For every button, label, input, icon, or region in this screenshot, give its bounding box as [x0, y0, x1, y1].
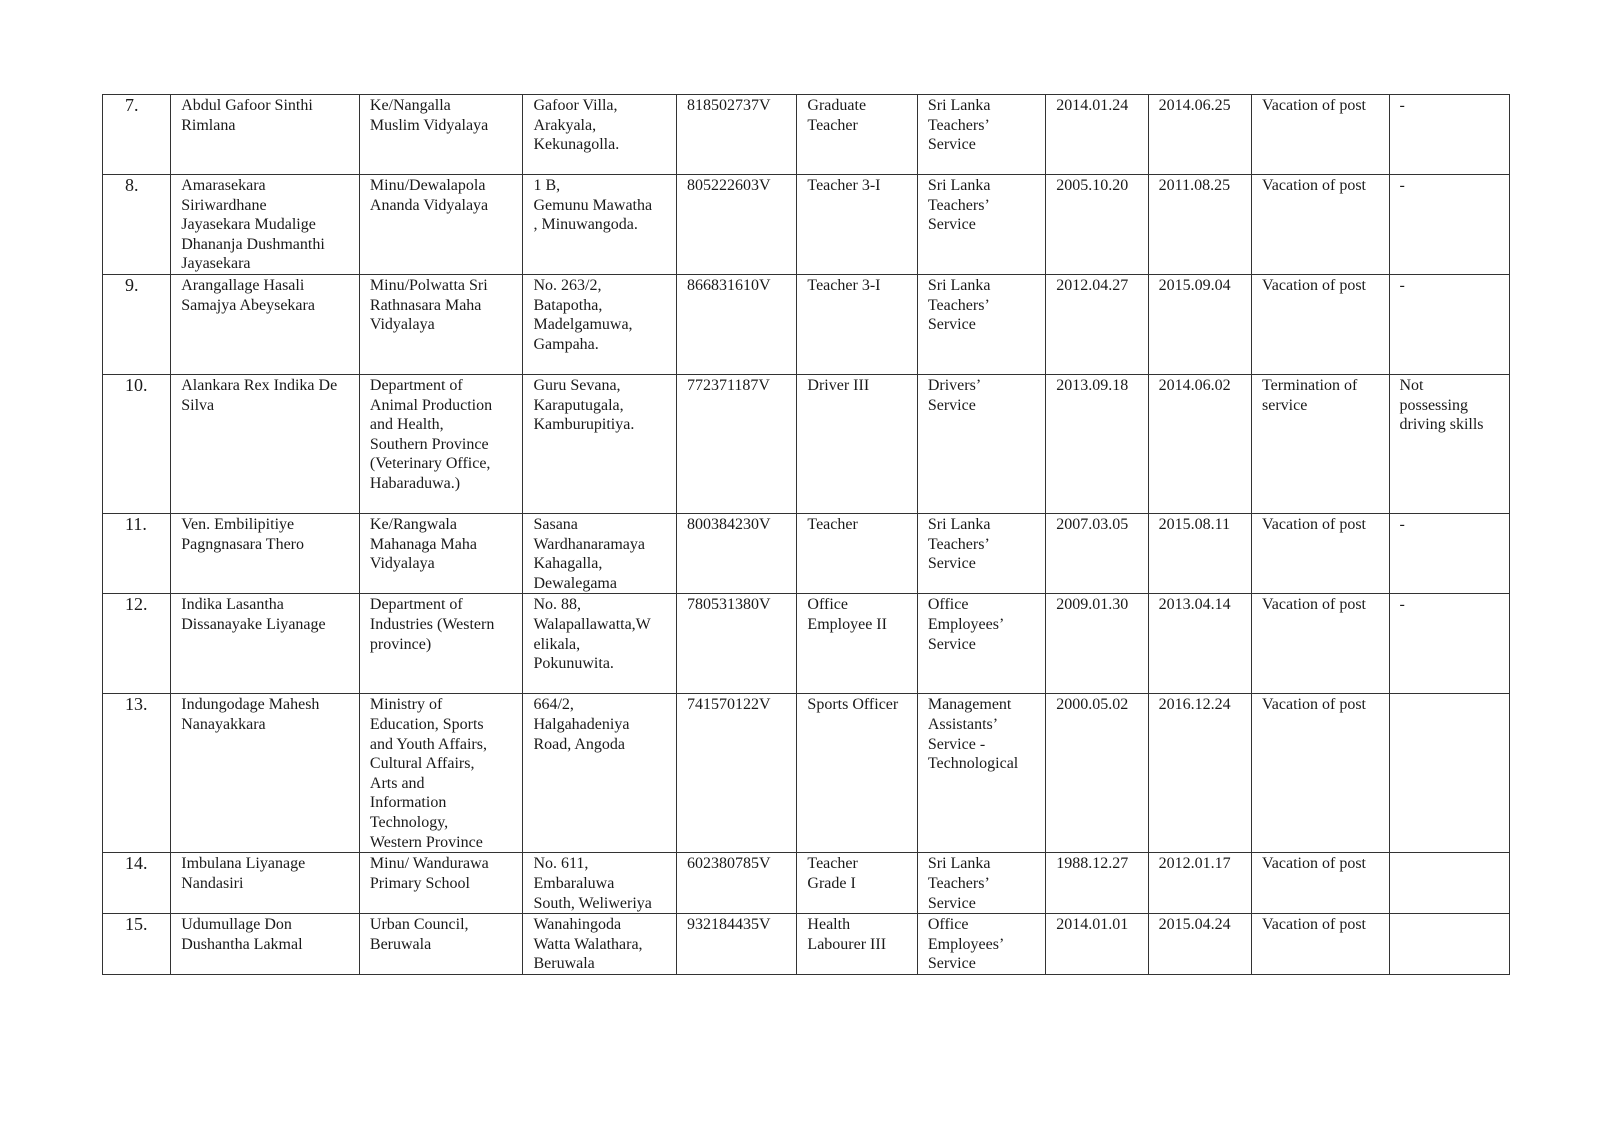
workplace: Minu/Dewalapola Ananda Vidyalaya — [359, 175, 523, 275]
date-appointed: 2007.03.05 — [1046, 514, 1148, 594]
action-taken: Vacation of post — [1252, 914, 1389, 975]
employee-name: Ven. Embilipitiye Pagngnasara Thero — [171, 514, 360, 594]
service: Sri Lanka Teachers’ Service — [917, 95, 1045, 175]
action-taken: Termination of service — [1252, 375, 1389, 514]
post: Sports Officer — [797, 694, 917, 853]
date-vacated: 2016.12.24 — [1148, 694, 1251, 853]
nic-number: 932184435V — [677, 914, 797, 975]
table-row — [103, 175, 1510, 275]
action-taken: Vacation of post — [1252, 95, 1389, 175]
address: No. 263/2, Batapotha, Madelgamuwa, Gampaha. — [523, 275, 677, 375]
nic-number: 772371187V — [677, 375, 797, 514]
address: Wanahingoda Watta Walathara, Beruwala — [523, 914, 677, 975]
nic-number: 866831610V — [677, 275, 797, 375]
service: Drivers’ Service — [917, 375, 1045, 514]
table-row — [103, 694, 1510, 853]
row-number: 7. — [103, 95, 171, 175]
nic-number: 805222603V — [677, 175, 797, 275]
post: Teacher 3-I — [797, 275, 917, 375]
address: 1 B, Gemunu Mawatha , Minuwangoda. — [523, 175, 677, 275]
date-appointed: 2009.01.30 — [1046, 594, 1148, 694]
post: Driver III — [797, 375, 917, 514]
date-vacated: 2011.08.25 — [1148, 175, 1251, 275]
action-taken: Vacation of post — [1252, 514, 1389, 594]
service: Sri Lanka Teachers’ Service — [917, 275, 1045, 375]
workplace: Department of Industries (Western province) — [359, 594, 523, 694]
row-number: 9. — [103, 275, 171, 375]
remarks: - — [1389, 275, 1510, 375]
date-appointed: 2005.10.20 — [1046, 175, 1148, 275]
action-taken: Vacation of post — [1252, 594, 1389, 694]
nic-number: 741570122V — [677, 694, 797, 853]
remarks — [1389, 914, 1510, 975]
address: Sasana Wardhanaramaya Kahagalla, Dewalegama — [523, 514, 677, 594]
employee-name: Indungodage Mahesh Nanayakkara — [171, 694, 360, 853]
row-number: 12. — [103, 594, 171, 694]
date-vacated: 2015.09.04 — [1148, 275, 1251, 375]
employee-name: Arangallage Hasali Samajya Abeysekara — [171, 275, 360, 375]
date-vacated: 2014.06.02 — [1148, 375, 1251, 514]
workplace: Ke/Rangwala Mahanaga Maha Vidyalaya — [359, 514, 523, 594]
post: Office Employee II — [797, 594, 917, 694]
employee-name: Abdul Gafoor Sinthi Rimlana — [171, 95, 360, 175]
table-row — [103, 914, 1510, 975]
post: Teacher — [797, 514, 917, 594]
employee-name: Indika Lasantha Dissanayake Liyanage — [171, 594, 360, 694]
table-row — [103, 375, 1510, 514]
nic-number: 800384230V — [677, 514, 797, 594]
table-row — [103, 275, 1510, 375]
records-table — [102, 94, 1510, 975]
date-appointed: 2014.01.24 — [1046, 95, 1148, 175]
row-number: 13. — [103, 694, 171, 853]
address: 664/2, Halgahadeniya Road, Angoda — [523, 694, 677, 853]
nic-number: 602380785V — [677, 853, 797, 914]
table-row — [103, 853, 1510, 914]
workplace: Ministry of Education, Sports and Youth Affairs, Cultural Affairs, Arts and Information Technology, Western Province — [359, 694, 523, 853]
date-appointed: 2013.09.18 — [1046, 375, 1148, 514]
workplace: Ke/Nangalla Muslim Vidyalaya — [359, 95, 523, 175]
date-appointed: 2014.01.01 — [1046, 914, 1148, 975]
remarks: - — [1389, 95, 1510, 175]
remarks — [1389, 853, 1510, 914]
address: Guru Sevana, Karaputugala, Kamburupitiya. — [523, 375, 677, 514]
action-taken: Vacation of post — [1252, 175, 1389, 275]
address: No. 611, Embaraluwa South, Weliweriya — [523, 853, 677, 914]
date-vacated: 2014.06.25 — [1148, 95, 1251, 175]
employee-name: Amarasekara Siriwardhane Jayasekara Mudalige Dhananja Dushmanthi Jayasekara — [171, 175, 360, 275]
remarks: - — [1389, 175, 1510, 275]
action-taken: Vacation of post — [1252, 694, 1389, 853]
row-number: 8. — [103, 175, 171, 275]
nic-number: 818502737V — [677, 95, 797, 175]
post: Teacher Grade I — [797, 853, 917, 914]
remarks: Not possessing driving skills — [1389, 375, 1510, 514]
date-appointed: 2000.05.02 — [1046, 694, 1148, 853]
service: Sri Lanka Teachers’ Service — [917, 853, 1045, 914]
table-row — [103, 594, 1510, 694]
service: Office Employees’ Service — [917, 914, 1045, 975]
workplace: Minu/Polwatta Sri Rathnasara Maha Vidyalaya — [359, 275, 523, 375]
remarks: - — [1389, 594, 1510, 694]
table-row — [103, 514, 1510, 594]
date-vacated: 2015.08.11 — [1148, 514, 1251, 594]
nic-number: 780531380V — [677, 594, 797, 694]
post: Teacher 3-I — [797, 175, 917, 275]
workplace: Department of Animal Production and Health, Southern Province (Veterinary Office, Habaraduwa.) — [359, 375, 523, 514]
date-vacated: 2012.01.17 — [1148, 853, 1251, 914]
date-appointed: 2012.04.27 — [1046, 275, 1148, 375]
service: Sri Lanka Teachers’ Service — [917, 175, 1045, 275]
employee-name: Udumullage Don Dushantha Lakmal — [171, 914, 360, 975]
address: No. 88, Walapallawatta,W elikala, Pokunuwita. — [523, 594, 677, 694]
address: Gafoor Villa, Arakyala, Kekunagolla. — [523, 95, 677, 175]
action-taken: Vacation of post — [1252, 853, 1389, 914]
employee-name: Imbulana Liyanage Nandasiri — [171, 853, 360, 914]
remarks — [1389, 694, 1510, 853]
post: Health Labourer III — [797, 914, 917, 975]
workplace: Urban Council, Beruwala — [359, 914, 523, 975]
date-vacated: 2013.04.14 — [1148, 594, 1251, 694]
row-number: 11. — [103, 514, 171, 594]
service: Office Employees’ Service — [917, 594, 1045, 694]
row-number: 15. — [103, 914, 171, 975]
employee-name: Alankara Rex Indika De Silva — [171, 375, 360, 514]
date-appointed: 1988.12.27 — [1046, 853, 1148, 914]
remarks: - — [1389, 514, 1510, 594]
table-row — [103, 95, 1510, 175]
row-number: 10. — [103, 375, 171, 514]
post: Graduate Teacher — [797, 95, 917, 175]
service: Sri Lanka Teachers’ Service — [917, 514, 1045, 594]
action-taken: Vacation of post — [1252, 275, 1389, 375]
workplace: Minu/ Wandurawa Primary School — [359, 853, 523, 914]
date-vacated: 2015.04.24 — [1148, 914, 1251, 975]
service: Management Assistants’ Service - Technological — [917, 694, 1045, 853]
row-number: 14. — [103, 853, 171, 914]
